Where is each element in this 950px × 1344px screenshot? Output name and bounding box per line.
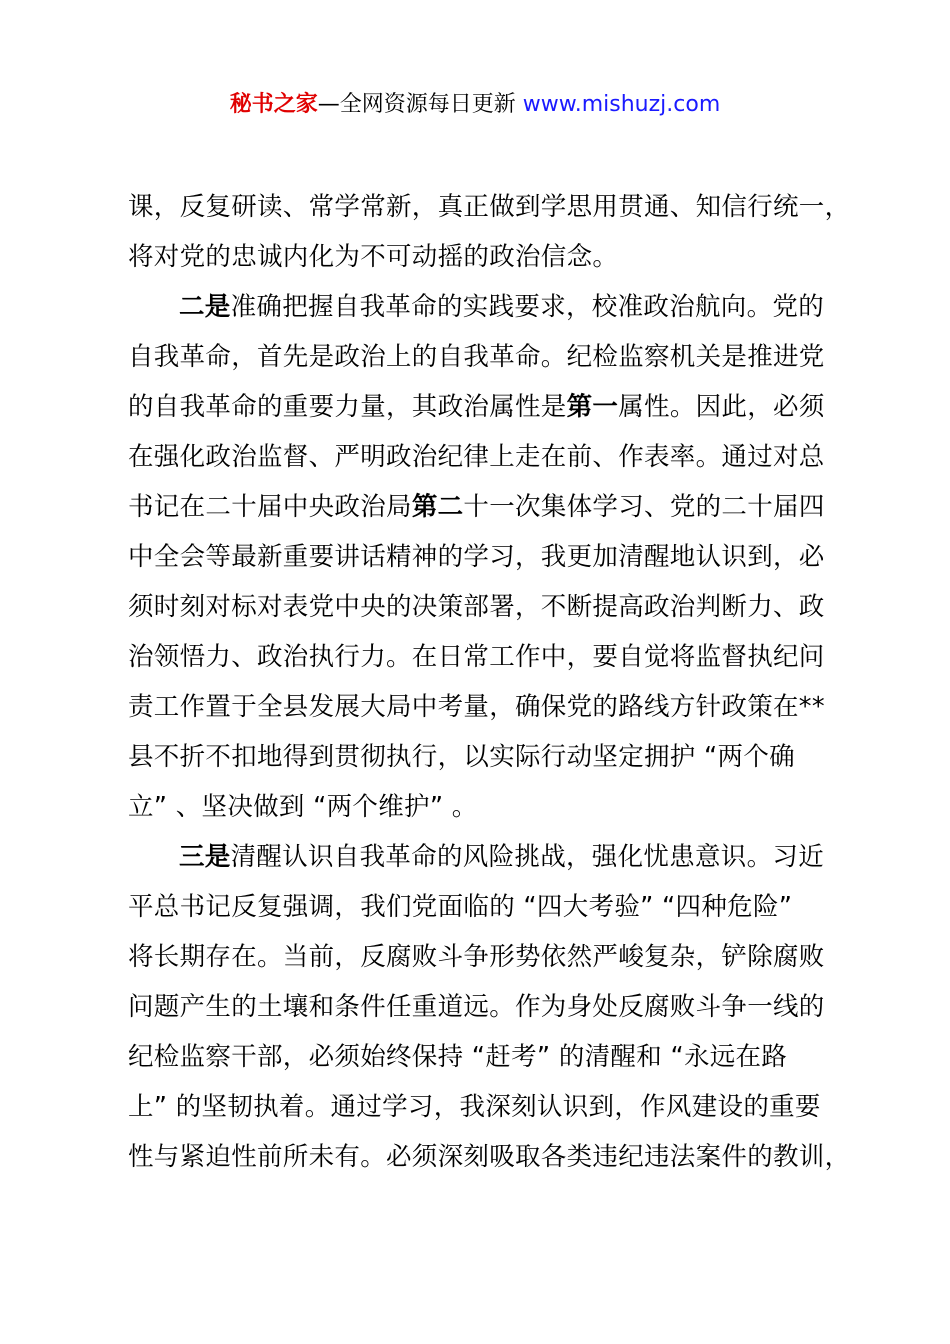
- text-run: 中全会等最新重要讲话精神的学习，我更加清醒地认识到，必: [128, 542, 825, 572]
- paragraph: [128, 182, 851, 282]
- text-run: 自我革命，首先是政治上的自我革命。纪检监察机关是推进党: [128, 342, 825, 372]
- text-run: 责工作置于全县发展大局中考量，确保党的路线方针政策在**: [128, 692, 825, 722]
- text-run: 清醒认识自我革命的风险挑战，强化忧患意识。习近: [230, 842, 825, 872]
- text-line: [128, 582, 838, 632]
- text-run: 平总书记反复强调，我们党面临的 “四大考验” “四种危险”: [128, 892, 793, 922]
- text-line: [128, 1132, 851, 1182]
- text-line: [128, 632, 838, 682]
- text-line: [128, 382, 838, 432]
- text-line: [128, 782, 838, 832]
- bold-run: 第二: [411, 492, 464, 522]
- paragraph: [128, 282, 838, 832]
- text-line: [128, 1082, 838, 1132]
- text-line: [128, 832, 838, 882]
- text-run: 十一次集体学习、党的二十届四: [463, 492, 825, 522]
- text-run: 须时刻对标对表党中央的决策部署，不断提高政治判断力、政: [128, 592, 825, 622]
- document-body: [128, 182, 851, 1182]
- text-run: 纪检监察干部，必须始终保持 “赶考” 的清醒和 “永远在路: [128, 1042, 788, 1072]
- text-run: 县不折不扣地得到贯彻执行，以实际行动坚定拥护 “两个确: [128, 742, 795, 772]
- site-slogan: —全网资源每日更新: [317, 92, 523, 117]
- text-line: [128, 282, 838, 332]
- text-line: [128, 982, 838, 1032]
- text-line: [128, 1032, 838, 1082]
- text-line: [128, 882, 838, 932]
- site-header: [0, 88, 950, 122]
- text-line: [128, 732, 838, 782]
- bold-run: 三是: [179, 842, 231, 872]
- text-run: 属性。因此，必须: [618, 392, 825, 422]
- text-run: 上” 的坚韧执着。通过学习，我深刻认识到，作风建设的重要: [128, 1092, 821, 1122]
- text-line: [128, 482, 838, 532]
- bold-run: 二是: [179, 292, 231, 322]
- text-run: 立” 、坚决做到 “两个维护” 。: [128, 792, 478, 822]
- text-line: [128, 332, 838, 382]
- text-line: [128, 932, 838, 982]
- text-run: 问题产生的土壤和条件任重道远。作为身处反腐败斗争一线的: [128, 992, 825, 1022]
- text-run: 将对党的忠诚内化为不可动摇的政治信念。: [128, 242, 619, 272]
- text-run: 在强化政治监督、严明政治纪律上走在前、作表率。通过对总: [128, 442, 825, 472]
- text-line: [128, 532, 838, 582]
- text-line: [128, 232, 838, 282]
- text-run: 将长期存在。当前，反腐败斗争形势依然严峻复杂，铲除腐败: [128, 942, 825, 972]
- text-run: 准确把握自我革命的实践要求，校准政治航向。党的: [230, 292, 825, 322]
- bold-run: 第一: [566, 392, 619, 422]
- site-brand: 秘书之家: [229, 92, 318, 117]
- text-run: 书记在二十届中央政治局: [128, 492, 412, 522]
- text-line: [128, 432, 838, 482]
- site-url-link[interactable]: www.mishuzj.com: [522, 92, 721, 117]
- text-run: 课，反复研读、常学常新，真正做到学思用贯通、知信行统一，: [128, 192, 851, 222]
- text-line: [128, 682, 838, 732]
- text-run: 治领悟力、政治执行力。在日常工作中，要自觉将监督执纪问: [128, 642, 825, 672]
- text-run: 性与紧迫性前所未有。必须深刻吸取各类违纪违法案件的教训，: [128, 1142, 851, 1172]
- text-line: [128, 182, 851, 232]
- paragraph: [128, 832, 851, 1182]
- text-run: 的自我革命的重要力量，其政治属性是: [128, 392, 567, 422]
